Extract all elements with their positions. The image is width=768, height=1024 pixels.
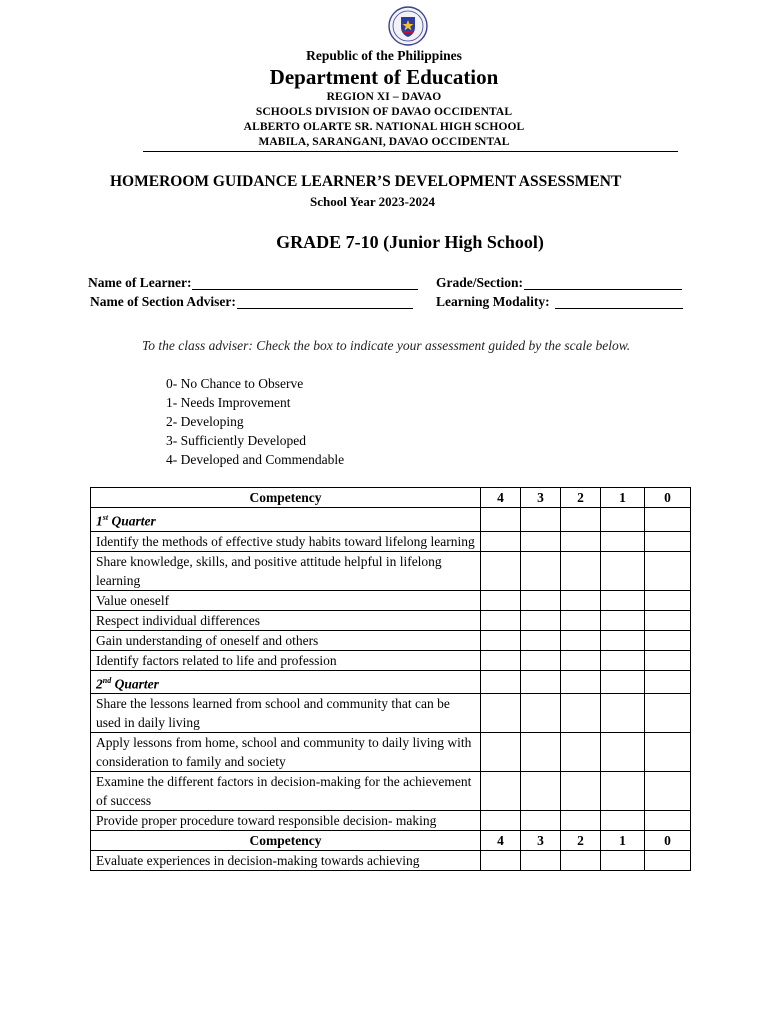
- rating-checkbox-cell[interactable]: [601, 630, 645, 650]
- rating-checkbox-cell[interactable]: [521, 772, 561, 811]
- scale-item: 2- Developing: [166, 414, 244, 429]
- table-row: [91, 531, 691, 551]
- competency-table: [90, 487, 691, 871]
- learner-name-label: Name of Learner:: [88, 275, 192, 290]
- department-title: Department of Education: [269, 65, 499, 89]
- rating-checkbox-cell[interactable]: [561, 650, 601, 670]
- table-row: [91, 650, 691, 670]
- rating-checkbox-cell[interactable]: [481, 694, 521, 733]
- quarter-word: Quarter: [111, 513, 156, 529]
- grade-section-label: Grade/Section:: [436, 275, 523, 290]
- rating-checkbox-cell[interactable]: [645, 630, 691, 650]
- rating-checkbox-cell[interactable]: [601, 772, 645, 811]
- rating-checkbox-cell[interactable]: [521, 590, 561, 610]
- region-label: REGION XI – DAVAO: [326, 91, 442, 103]
- competency-text: Evaluate experiences in decision-making towards achieving: [91, 851, 481, 871]
- adviser-name-field[interactable]: [90, 295, 413, 309]
- competency-text: Value oneself: [91, 590, 481, 610]
- rating-checkbox-cell[interactable]: [481, 650, 521, 670]
- rating-checkbox-cell[interactable]: [561, 851, 601, 871]
- grade-section-blank[interactable]: [524, 277, 682, 290]
- rating-checkbox-cell[interactable]: [561, 694, 601, 733]
- rating-checkbox-cell[interactable]: [561, 531, 601, 551]
- rating-checkbox-cell[interactable]: [561, 733, 601, 772]
- quarter-ordinal: 2: [96, 676, 103, 691]
- quarter-label: [91, 670, 481, 694]
- table-header-row: [91, 831, 691, 851]
- competency-text: Share the lessons learned from school and community that can be used in daily living: [91, 694, 481, 733]
- competency-text: Respect individual differences: [91, 610, 481, 630]
- rating-checkbox-cell[interactable]: [561, 551, 601, 590]
- rating-header: 4: [481, 488, 521, 508]
- rating-checkbox-cell[interactable]: [521, 610, 561, 630]
- rating-checkbox-cell[interactable]: [481, 851, 521, 871]
- scale-item: 1- Needs Improvement: [166, 395, 291, 410]
- table-row: [91, 694, 691, 733]
- rating-checkbox-cell[interactable]: [601, 650, 645, 670]
- header-divider: [143, 151, 678, 152]
- rating-checkbox-cell[interactable]: [645, 531, 691, 551]
- learning-modality-blank[interactable]: [555, 296, 683, 309]
- scale-item: 4- Developed and Commendable: [166, 452, 345, 467]
- rating-checkbox-cell[interactable]: [481, 772, 521, 811]
- adviser-instruction: To the class adviser: Check the box to indicate your assessment guided by the scale below.: [142, 338, 631, 353]
- rating-checkbox-cell[interactable]: [645, 590, 691, 610]
- school-name: ALBERTO OLARTE SR. NATIONAL HIGH SCHOOL: [243, 121, 525, 133]
- rating-cell: [481, 508, 521, 532]
- rating-cell: [521, 670, 561, 694]
- quarter-word: Quarter: [114, 676, 159, 691]
- rating-checkbox-cell[interactable]: [601, 551, 645, 590]
- quarter-row: [91, 670, 691, 694]
- quarter-ordinal-suffix: st: [102, 513, 109, 522]
- rating-checkbox-cell[interactable]: [645, 733, 691, 772]
- quarter-label: [91, 508, 481, 532]
- rating-checkbox-cell[interactable]: [481, 811, 521, 831]
- rating-header: 1: [601, 831, 645, 851]
- competency-text: Identify factors related to life and profession: [91, 650, 481, 670]
- rating-header: 3: [521, 831, 561, 851]
- grade-level-title: GRADE 7-10 (Junior High School): [276, 232, 544, 252]
- scale-item: 0- No Chance to Observe: [166, 376, 304, 391]
- rating-cell: [481, 670, 521, 694]
- learner-name-blank[interactable]: [192, 277, 418, 290]
- rating-checkbox-cell[interactable]: [601, 811, 645, 831]
- rating-cell: [601, 508, 645, 532]
- rating-checkbox-cell[interactable]: [521, 694, 561, 733]
- table-row: [91, 590, 691, 610]
- form-title: HOMEROOM GUIDANCE LEARNER’S DEVELOPMENT ASSESSMENT: [110, 173, 622, 190]
- table-row: [91, 811, 691, 831]
- rating-checkbox-cell[interactable]: [521, 630, 561, 650]
- rating-checkbox-cell[interactable]: [481, 551, 521, 590]
- rating-header: 0: [645, 831, 691, 851]
- competency-header: Competency: [91, 831, 481, 851]
- rating-checkbox-cell[interactable]: [521, 851, 561, 871]
- quarter-ordinal-suffix: nd: [102, 675, 112, 685]
- rating-checkbox-cell[interactable]: [561, 610, 601, 630]
- rating-checkbox-cell[interactable]: [481, 590, 521, 610]
- rating-header: 2: [561, 831, 601, 851]
- learning-modality-field[interactable]: [436, 295, 683, 309]
- rating-cell: [645, 670, 691, 694]
- quarter-ordinal: 1: [96, 513, 103, 529]
- rating-checkbox-cell[interactable]: [601, 733, 645, 772]
- rating-checkbox-cell[interactable]: [481, 733, 521, 772]
- deped-seal-icon: [388, 6, 428, 46]
- competency-header: Competency: [91, 488, 481, 508]
- adviser-name-blank[interactable]: [237, 296, 413, 309]
- rating-checkbox-cell[interactable]: [481, 610, 521, 630]
- table-row: [91, 772, 691, 811]
- competency-text: Examine the different factors in decision-making for the achievement of success: [91, 772, 481, 811]
- quarter-row: [91, 508, 691, 532]
- division-label: SCHOOLS DIVISION OF DAVAO OCCIDENTAL: [255, 106, 513, 118]
- rating-checkbox-cell[interactable]: [601, 610, 645, 630]
- rating-header: 3: [521, 488, 561, 508]
- rating-checkbox-cell[interactable]: [601, 694, 645, 733]
- table-row: [91, 733, 691, 772]
- rating-checkbox-cell[interactable]: [601, 531, 645, 551]
- rating-checkbox-cell[interactable]: [481, 630, 521, 650]
- rating-checkbox-cell[interactable]: [521, 733, 561, 772]
- republic-label: Republic of the Philippines: [306, 48, 462, 63]
- school-address: MABILA, SARANGANI, DAVAO OCCIDENTAL: [258, 136, 510, 148]
- competency-text: Provide proper procedure toward responsible decision- making: [91, 811, 481, 831]
- scale-item: 3- Sufficiently Developed: [166, 433, 306, 448]
- competency-text: Apply lessons from home, school and community to daily living with consideration to family and society: [91, 733, 481, 772]
- table-row: [91, 610, 691, 630]
- rating-checkbox-cell[interactable]: [601, 590, 645, 610]
- table-row: [91, 851, 691, 871]
- rating-checkbox-cell[interactable]: [561, 630, 601, 650]
- rating-header: 1: [601, 488, 645, 508]
- rating-checkbox-cell[interactable]: [521, 551, 561, 590]
- rating-checkbox-cell[interactable]: [645, 772, 691, 811]
- learning-modality-label: Learning Modality:: [436, 294, 550, 309]
- rating-checkbox-cell[interactable]: [521, 531, 561, 551]
- rating-checkbox-cell[interactable]: [645, 694, 691, 733]
- table-header-row: [91, 488, 691, 508]
- rating-checkbox-cell[interactable]: [561, 590, 601, 610]
- competency-text: Identify the methods of effective study habits toward lifelong learning: [91, 531, 481, 551]
- competency-text: Gain understanding of oneself and others: [91, 630, 481, 650]
- rating-checkbox-cell[interactable]: [645, 851, 691, 871]
- rating-header: 0: [645, 488, 691, 508]
- rating-checkbox-cell[interactable]: [645, 650, 691, 670]
- rating-cell: [561, 508, 601, 532]
- table-row: [91, 551, 691, 590]
- rating-checkbox-cell[interactable]: [561, 811, 601, 831]
- rating-cell: [645, 508, 691, 532]
- rating-cell: [521, 508, 561, 532]
- rating-cell: [561, 670, 601, 694]
- competency-text: Share knowledge, skills, and positive attitude helpful in lifelong learning: [91, 551, 481, 590]
- rating-checkbox-cell[interactable]: [521, 811, 561, 831]
- school-year: School Year 2023-2024: [310, 194, 435, 209]
- rating-checkbox-cell[interactable]: [645, 551, 691, 590]
- rating-header: 4: [481, 831, 521, 851]
- rating-header: 2: [561, 488, 601, 508]
- rating-checkbox-cell[interactable]: [481, 531, 521, 551]
- rating-scale-list: [166, 374, 344, 469]
- rating-checkbox-cell[interactable]: [521, 650, 561, 670]
- table-row: [91, 630, 691, 650]
- learner-name-field[interactable]: [88, 276, 418, 290]
- grade-section-field[interactable]: [436, 276, 682, 290]
- rating-checkbox-cell[interactable]: [561, 772, 601, 811]
- rating-checkbox-cell[interactable]: [645, 811, 691, 831]
- adviser-name-label: Name of Section Adviser:: [90, 294, 236, 309]
- rating-cell: [601, 670, 645, 694]
- rating-checkbox-cell[interactable]: [645, 610, 691, 630]
- rating-checkbox-cell[interactable]: [601, 851, 645, 871]
